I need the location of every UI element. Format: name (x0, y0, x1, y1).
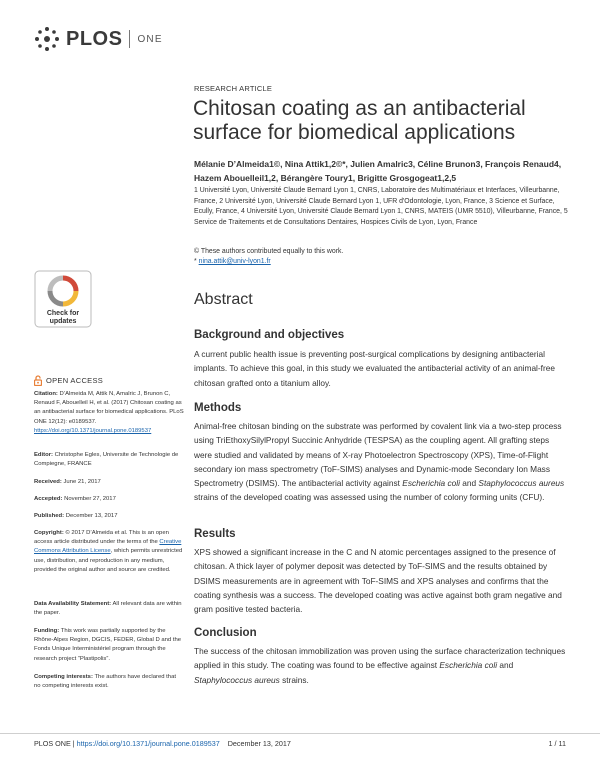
copyright-text-1: © 2017 D’Almeida et al. This is an open access article distributed under the terms of the (34, 530, 169, 546)
page-number: 1 / 11 (548, 739, 566, 748)
footer-divider (0, 733, 600, 734)
cc-license-link[interactable]: Creative Commons Attribution License (34, 539, 182, 555)
article-type: RESEARCH ARTICLE (194, 84, 273, 93)
plos-logo-icon (34, 26, 60, 52)
methods-text-3: strains of the developed coating was assessed using the number of colony forming units (CFU). (194, 492, 545, 503)
equal-contribution-note: © These authors contributed equally to this work. (194, 248, 344, 255)
data-availability-label: Data Availability Statement: (34, 601, 112, 607)
conclusion-text-1: The success of the chitosan immobilization was proven using the surface characterization techniques applied in this study. The coating was found to be effective against (194, 646, 566, 671)
funding-label: Funding: (34, 628, 60, 634)
species-ecoli: Escherichia coli (439, 660, 498, 671)
section-text-methods (194, 419, 569, 505)
received-label: Received: (34, 479, 62, 485)
species-saureus: Staphylococcus aureus (194, 674, 280, 685)
logo-text: PLOS (66, 27, 123, 50)
funding-block (34, 627, 184, 664)
section-text-results: XPS showed a significant increase in the C and N atomic percentages assigned to the presence of chitosan. A thick layer of polymer deposit was detected by ToF-SIMS and the results obtained by DSIMS measurements are in agreement with ToF-SIMS and XPS analyses and confirms that the coating synthesis was a success. The developed coating was active against both gram negative and gram positive tested bacteria. (194, 547, 562, 615)
abstract-heading: Abstract (194, 291, 253, 308)
citation-block (34, 390, 184, 436)
published-date: December 13, 2017 (64, 513, 118, 519)
check-for-updates-label[interactable] (32, 310, 94, 326)
footer-date: December 13, 2017 (227, 739, 291, 748)
footer-doi-link[interactable]: https://doi.org/10.1371/journal.pone.0189537 (76, 739, 220, 748)
citation-label: Citation: (34, 391, 58, 397)
author-list (194, 157, 574, 185)
conclusion-text-3: strains. (279, 674, 309, 685)
received-block (34, 478, 184, 487)
badge-line-2: updates (49, 318, 77, 325)
received-date: June 21, 2017 (61, 479, 101, 485)
published-block (34, 512, 184, 521)
editor-text: Christophe Egles, Universite de Technologie de Compiegne, FRANCE (34, 452, 179, 468)
section-heading-results: Results (194, 528, 236, 540)
article-title: Chitosan coating as an antibacterial surface for biomedical applications (193, 97, 526, 144)
competing-interests-label: Competing interests: (34, 674, 93, 680)
accepted-label: Accepted: (34, 496, 63, 502)
copyright-text-2: , which permits unrestricted use, distribution, and reproduction in any medium, provided the original author and source are credited. (34, 548, 183, 573)
open-access-text: OPEN ACCESS (46, 376, 104, 385)
section-text-conclusion (194, 644, 569, 687)
funding-text: This work was partially supported by the Rhône-Alpes Region, DGCIS, FEDER, Global D and the Fonds Unique Interministériel program through the research project “Plastipolis”. (34, 628, 182, 662)
methods-text-1: Animal-free chitosan binding on the substrate was performed by covalent link via a two-step process using TriEthoxySilylPropyl Succinic Anhydride (TESPSA) as the coupling agent. All grafting steps were studied and validated by means of X-ray Photoelectron Spectroscopy (XPS), Time-of-Flight secondary ion mass spectrometry (ToF-SIMS) analyses and Dynamic-mode Secondary Ion Mass Spectrometry (DSIMS). The antibacterial activity against (194, 421, 562, 489)
data-availability-block (34, 600, 184, 618)
published-label: Published: (34, 513, 65, 519)
conclusion-text-2: and (497, 660, 514, 671)
author-line-2: Hazem Abouelleil1,2, Bérangère Toury1, Brigitte Grosgogeat1,2,5 (194, 173, 457, 183)
plos-logo[interactable] (34, 26, 163, 52)
email-link[interactable]: nina.attik@univ-lyon1.fr (198, 258, 271, 265)
citation-text: D’Almeida M, Attik N, Amalric J, Brunon C, Renaud F, Abouelleil H, et al. (2017) Chitosan coating as an antibacterial surface for biomedical applications. PLoS ONE 12(12): e0189537. (34, 391, 184, 425)
section-heading-conclusion: Conclusion (194, 627, 257, 639)
section-heading-methods: Methods (194, 402, 242, 414)
badge-line-1: Check for (46, 310, 80, 317)
editor-block (34, 451, 184, 469)
copyright-block (34, 529, 184, 575)
copyright-label: Copyright: (34, 530, 64, 536)
species-ecoli: Escherichia coli (402, 478, 460, 489)
affiliations: 1 Université Lyon, Université Claude Bernard Lyon 1, CNRS, Laboratoire des Multimatériaux et Interfaces, Villeurbanne, France, 2 Université Lyon, Université Claude Bernard Lyon 1, UFR d'Odontologie, Lyon, France, 3 Science et Surface, Ecully, France, 4 Université Lyon, Université Claude Bernard Lyon 1, CNRS, MATEIS (UMR 5510), Villeurbanne, France, 5 Service de Traitements et de Consultations Dentaires, Hospices Civils de Lyon, Lyon, France (194, 187, 568, 226)
correspondence-email (194, 258, 271, 265)
footer-citation (34, 739, 291, 748)
journal-name: ONE (137, 33, 163, 45)
competing-interests-block (34, 673, 184, 691)
citation-doi-link[interactable]: https://doi.org/10.1371/journal.pone.0189537 (34, 427, 152, 434)
accepted-date: November 27, 2017 (62, 496, 116, 502)
accepted-block (34, 495, 184, 504)
species-saureus: Staphylococcus aureus (478, 478, 565, 489)
competing-interests-text: The authors have declared that no competing interests exist. (34, 674, 176, 690)
data-availability-text: All relevant data are within the paper. (34, 601, 182, 617)
section-heading-background: Background and objectives (194, 329, 345, 341)
logo-divider (129, 30, 130, 48)
email-prefix: * (194, 258, 199, 265)
footer-journal: PLOS ONE (34, 739, 71, 748)
open-lock-icon (34, 375, 42, 386)
section-text-background: A current public health issue is preventing post-surgical complications by designing antibacterial implants. To achieve this goal, in this study we evaluated the antibacterial activity of an animal-free chitosan grafted onto a titanium alloy. (194, 349, 555, 388)
methods-text-2: and (459, 478, 479, 489)
open-access-label (34, 375, 103, 386)
footer-separator: | (70, 739, 77, 748)
author-line-1: Mélanie D’Almeida1©, Nina Attik1,2©*, Julien Amalric3, Céline Brunon3, François Renaud4, (194, 159, 562, 169)
editor-label: Editor: (34, 452, 53, 458)
